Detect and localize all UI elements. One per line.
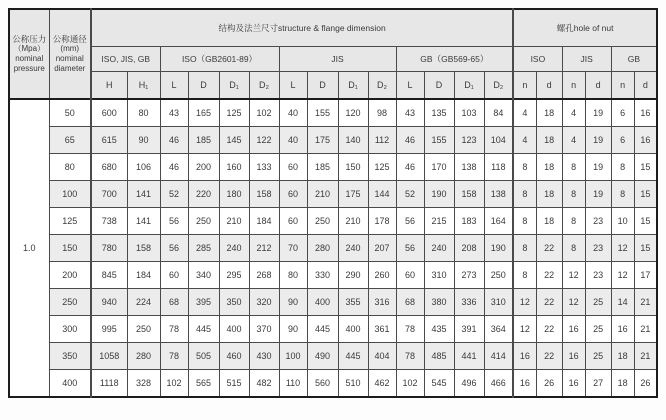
dimension-cell: 10: [611, 208, 634, 235]
dimension-cell: 16: [513, 343, 536, 370]
dimension-cell: 22: [536, 235, 562, 262]
dimension-cell: 60: [279, 154, 307, 181]
dimension-cell: 185: [307, 154, 338, 181]
nominal-diameter-value: 300: [49, 316, 91, 343]
column-letter-header: D₂: [368, 72, 396, 100]
dimension-cell: 273: [454, 262, 484, 289]
dimension-cell: 4: [562, 127, 585, 154]
table-row: [9, 289, 657, 316]
dimension-cell: 364: [484, 316, 513, 343]
group-header-iso-jis-gb: ISO, JIS, GB: [91, 47, 160, 72]
dimension-cell: 184: [127, 262, 160, 289]
pressure-header-cn: 公称压力: [12, 34, 47, 44]
dimension-cell: 268: [249, 262, 279, 289]
dimension-cell: 16: [562, 343, 585, 370]
dimension-cell: 158: [127, 235, 160, 262]
dimension-cell: 25: [585, 343, 611, 370]
dimension-cell: 78: [160, 316, 188, 343]
dimension-cell: 215: [424, 208, 454, 235]
dimension-cell: 155: [307, 99, 338, 127]
dimension-cell: 46: [396, 154, 424, 181]
dimension-cell: 70: [279, 235, 307, 262]
dimension-cell: 21: [634, 316, 657, 343]
dimension-cell: 158: [454, 181, 484, 208]
dimension-cell: 4: [513, 99, 536, 127]
dimension-cell: 280: [127, 343, 160, 370]
nominal-diameter-value: 200: [49, 262, 91, 289]
diameter-header-unit: (mm): [60, 44, 80, 53]
dimension-cell: 482: [249, 370, 279, 398]
dimension-cell: 15: [634, 154, 657, 181]
dimension-cell: 12: [562, 262, 585, 289]
nominal-diameter-value: 350: [49, 343, 91, 370]
dimension-cell: 210: [219, 208, 249, 235]
hole-of-nut-span-header: 螺孔hole of nut: [513, 9, 657, 47]
table-row: [9, 154, 657, 181]
dimension-cell: 12: [513, 289, 536, 316]
dimension-cell: 441: [454, 343, 484, 370]
dimension-cell: 250: [307, 208, 338, 235]
dimension-cell: 22: [536, 262, 562, 289]
dimension-cell: 78: [396, 316, 424, 343]
dimension-cell: 8: [562, 181, 585, 208]
dimension-cell: 16: [513, 370, 536, 398]
dimension-cell: 336: [454, 289, 484, 316]
dimension-cell: 391: [454, 316, 484, 343]
nominal-pressure-value: 1.0: [9, 99, 49, 397]
dimension-cell: 52: [160, 181, 188, 208]
dimension-cell: 16: [562, 370, 585, 398]
dimension-cell: 180: [219, 181, 249, 208]
dimension-cell: 485: [424, 343, 454, 370]
dimension-cell: 12: [611, 235, 634, 262]
dimension-cell: 56: [396, 208, 424, 235]
diameter-header-en2: diameter: [54, 64, 86, 73]
table-body: [9, 99, 657, 397]
table-row: [9, 370, 657, 398]
table-row: [9, 235, 657, 262]
dimension-cell: 16: [634, 99, 657, 127]
column-letter-header: D₂: [484, 72, 513, 100]
dimension-cell: 120: [338, 99, 368, 127]
dimension-cell: 328: [127, 370, 160, 398]
dimension-cell: 565: [188, 370, 219, 398]
dimension-cell: 490: [307, 343, 338, 370]
dimension-cell: 102: [249, 99, 279, 127]
dimension-cell: 23: [585, 208, 611, 235]
dimension-cell: 8: [513, 181, 536, 208]
table-row: [9, 262, 657, 289]
dimension-cell: 106: [127, 154, 160, 181]
column-letter-header: n: [513, 72, 536, 100]
dimension-cell: 361: [368, 316, 396, 343]
column-letter-header: d: [536, 72, 562, 100]
dimension-cell: 18: [536, 154, 562, 181]
dimension-cell: 445: [338, 343, 368, 370]
dimension-cell: 310: [424, 262, 454, 289]
dimension-cell: 260: [368, 262, 396, 289]
dimension-cell: 26: [536, 370, 562, 398]
dimension-cell: 466: [484, 370, 513, 398]
dimension-cell: 25: [585, 316, 611, 343]
dimension-cell: 141: [127, 181, 160, 208]
dimension-cell: 27: [585, 370, 611, 398]
column-letter-header: H₁: [127, 72, 160, 100]
dimension-cell: 280: [307, 235, 338, 262]
dimension-cell: 738: [91, 208, 127, 235]
dimension-cell: 60: [279, 181, 307, 208]
dimension-cell: 175: [307, 127, 338, 154]
diameter-column-header: [49, 9, 91, 99]
dimension-cell: 14: [611, 289, 634, 316]
dimension-cell: 330: [307, 262, 338, 289]
dimension-cell: 18: [536, 127, 562, 154]
dimension-cell: 18: [611, 370, 634, 398]
dimension-cell: 84: [484, 99, 513, 127]
dimension-cell: 175: [338, 181, 368, 208]
dimension-cell: 23: [585, 235, 611, 262]
dimension-cell: 25: [585, 289, 611, 316]
dimension-cell: 340: [188, 262, 219, 289]
dimension-cell: 183: [454, 208, 484, 235]
pressure-column-header: [9, 9, 49, 99]
dimension-cell: 100: [279, 343, 307, 370]
dimension-cell: 545: [424, 370, 454, 398]
column-letter-header: D: [307, 72, 338, 100]
dimension-cell: 102: [396, 370, 424, 398]
column-letter-header: L: [160, 72, 188, 100]
dimension-cell: 515: [219, 370, 249, 398]
dimension-cell: 90: [279, 316, 307, 343]
dimension-cell: 220: [188, 181, 219, 208]
dimension-cell: 404: [368, 343, 396, 370]
dimension-cell: 135: [424, 99, 454, 127]
dimension-cell: 395: [188, 289, 219, 316]
dimension-cell: 8: [513, 235, 536, 262]
dimension-cell: 400: [219, 316, 249, 343]
dimension-cell: 370: [249, 316, 279, 343]
dimension-cell: 210: [307, 181, 338, 208]
dimension-cell: 160: [219, 154, 249, 181]
table-row: [9, 316, 657, 343]
dimension-cell: 8: [611, 181, 634, 208]
dimension-cell: 43: [396, 99, 424, 127]
dimension-cell: 185: [188, 127, 219, 154]
dimension-cell: 200: [188, 154, 219, 181]
dimension-cell: 184: [249, 208, 279, 235]
dimension-cell: 445: [188, 316, 219, 343]
dimension-cell: 46: [160, 127, 188, 154]
dimension-cell: 125: [219, 99, 249, 127]
dimension-cell: 103: [454, 99, 484, 127]
dimension-cell: 56: [160, 208, 188, 235]
dimension-cell: 940: [91, 289, 127, 316]
dimension-cell: 250: [127, 316, 160, 343]
nominal-diameter-value: 250: [49, 289, 91, 316]
dimension-cell: 15: [634, 208, 657, 235]
column-letter-header: D: [424, 72, 454, 100]
dimension-cell: 224: [127, 289, 160, 316]
dimension-cell: 16: [611, 316, 634, 343]
table-row: [9, 343, 657, 370]
dimension-cell: 102: [160, 370, 188, 398]
dimension-cell: 22: [536, 343, 562, 370]
dimension-cell: 118: [484, 154, 513, 181]
dimension-cell: 15: [634, 181, 657, 208]
table-row: [9, 99, 657, 127]
dimension-cell: 22: [536, 316, 562, 343]
dimension-cell: 170: [424, 154, 454, 181]
dimension-cell: 4: [513, 127, 536, 154]
dimension-cell: 78: [396, 343, 424, 370]
nominal-diameter-value: 100: [49, 181, 91, 208]
nominal-diameter-value: 400: [49, 370, 91, 398]
group-header-gb-gb569: GB（GB569-65）: [396, 47, 513, 72]
dimension-cell: 12: [611, 262, 634, 289]
dimension-cell: 445: [307, 316, 338, 343]
dimension-cell: 8: [562, 154, 585, 181]
dimension-cell: 40: [279, 127, 307, 154]
pressure-header-en1: nominal: [15, 54, 44, 63]
dimension-cell: 18: [536, 181, 562, 208]
dimension-cell: 680: [91, 154, 127, 181]
table-row: [9, 208, 657, 235]
dimension-cell: 290: [338, 262, 368, 289]
dimension-cell: 295: [219, 262, 249, 289]
dimension-cell: 68: [396, 289, 424, 316]
dimension-cell: 141: [127, 208, 160, 235]
dimension-cell: 208: [454, 235, 484, 262]
table-row: [9, 127, 657, 154]
dimension-cell: 435: [424, 316, 454, 343]
dimension-cell: 505: [188, 343, 219, 370]
nominal-diameter-value: 150: [49, 235, 91, 262]
dimension-cell: 350: [219, 289, 249, 316]
dimension-cell: 240: [338, 235, 368, 262]
table-header: [9, 9, 657, 99]
dimension-cell: 122: [249, 127, 279, 154]
dimension-cell: 1118: [91, 370, 127, 398]
dimension-cell: 138: [484, 181, 513, 208]
dimension-cell: 21: [634, 343, 657, 370]
dimension-cell: 250: [188, 208, 219, 235]
nut-group-header-gb: GB: [611, 47, 657, 72]
dimension-cell: 8: [513, 208, 536, 235]
dimension-cell: 212: [249, 235, 279, 262]
dimension-cell: 400: [307, 289, 338, 316]
dimension-cell: 60: [160, 262, 188, 289]
dimension-cell: 12: [562, 289, 585, 316]
dimension-cell: 8: [513, 154, 536, 181]
dimension-cell: 56: [160, 235, 188, 262]
column-letter-header: L: [279, 72, 307, 100]
dimension-cell: 104: [484, 127, 513, 154]
dimension-cell: 18: [611, 343, 634, 370]
dimension-cell: 60: [279, 208, 307, 235]
dimension-cell: 52: [396, 181, 424, 208]
dimension-cell: 80: [127, 99, 160, 127]
dimension-cell: 845: [91, 262, 127, 289]
dimension-cell: 178: [368, 208, 396, 235]
dimension-cell: 8: [562, 235, 585, 262]
dimension-cell: 210: [338, 208, 368, 235]
dimension-cell: 16: [562, 316, 585, 343]
column-letter-header: d: [585, 72, 611, 100]
dimension-cell: 26: [634, 370, 657, 398]
dimension-cell: 12: [513, 316, 536, 343]
dimension-cell: 140: [338, 127, 368, 154]
dimension-cell: 145: [219, 127, 249, 154]
nominal-diameter-value: 80: [49, 154, 91, 181]
group-header-jis: JIS: [279, 47, 396, 72]
column-letter-header: D₁: [338, 72, 368, 100]
dimension-cell: 8: [562, 208, 585, 235]
dimension-cell: 18: [536, 99, 562, 127]
dimension-cell: 164: [484, 208, 513, 235]
dimension-cell: 17: [634, 262, 657, 289]
dimension-cell: 18: [536, 208, 562, 235]
dimension-cell: 400: [338, 316, 368, 343]
column-letter-header: n: [611, 72, 634, 100]
nut-group-header-iso: ISO: [513, 47, 562, 72]
dimension-cell: 780: [91, 235, 127, 262]
nut-group-header-jis: JIS: [562, 47, 611, 72]
dimension-cell: 496: [454, 370, 484, 398]
dimension-cell: 19: [585, 181, 611, 208]
dimension-cell: 8: [611, 154, 634, 181]
dimension-cell: 414: [484, 343, 513, 370]
flange-dimension-table: [8, 8, 658, 398]
table-row: [9, 181, 657, 208]
dimension-cell: 56: [396, 235, 424, 262]
pressure-header-unit: （Mpa）: [13, 44, 46, 53]
dimension-cell: 22: [536, 289, 562, 316]
dimension-cell: 158: [249, 181, 279, 208]
dimension-cell: 68: [160, 289, 188, 316]
dimension-cell: 21: [634, 289, 657, 316]
dimension-cell: 40: [279, 99, 307, 127]
dimension-cell: 78: [160, 343, 188, 370]
pressure-header-en2: pressure: [13, 64, 45, 73]
dimension-cell: 19: [585, 99, 611, 127]
dimension-cell: 19: [585, 127, 611, 154]
dimension-cell: 6: [611, 99, 634, 127]
nominal-diameter-value: 50: [49, 99, 91, 127]
column-letter-header: D: [188, 72, 219, 100]
dimension-cell: 600: [91, 99, 127, 127]
dimension-cell: 8: [513, 262, 536, 289]
dimension-cell: 460: [219, 343, 249, 370]
dimension-cell: 98: [368, 99, 396, 127]
dimension-cell: 355: [338, 289, 368, 316]
group-header-iso-gb2601: ISO（GB2601-89）: [160, 47, 279, 72]
nominal-diameter-value: 65: [49, 127, 91, 154]
dimension-cell: 150: [338, 154, 368, 181]
dimension-cell: 90: [279, 289, 307, 316]
dimension-cell: 560: [307, 370, 338, 398]
dimension-cell: 462: [368, 370, 396, 398]
column-letter-header: D₁: [219, 72, 249, 100]
dimension-cell: 165: [188, 99, 219, 127]
dimension-cell: 80: [279, 262, 307, 289]
dimension-cell: 615: [91, 127, 127, 154]
column-letter-header: L: [396, 72, 424, 100]
dimension-cell: 133: [249, 154, 279, 181]
dimension-cell: 16: [634, 127, 657, 154]
dimension-cell: 310: [484, 289, 513, 316]
dimension-cell: 510: [338, 370, 368, 398]
dimension-cell: 380: [424, 289, 454, 316]
dimension-cell: 60: [396, 262, 424, 289]
dimension-cell: 430: [249, 343, 279, 370]
dimension-cell: 15: [634, 235, 657, 262]
nominal-diameter-value: 125: [49, 208, 91, 235]
diameter-header-cn: 公称通径: [52, 34, 87, 44]
dimension-cell: 240: [424, 235, 454, 262]
dimension-cell: 19: [585, 154, 611, 181]
dimension-cell: 995: [91, 316, 127, 343]
dimension-cell: 110: [279, 370, 307, 398]
column-letter-header: d: [634, 72, 657, 100]
dimension-cell: 240: [219, 235, 249, 262]
dimension-cell: 700: [91, 181, 127, 208]
dimension-cell: 90: [127, 127, 160, 154]
column-letter-header: n: [562, 72, 585, 100]
dimension-cell: 125: [368, 154, 396, 181]
dimension-cell: 190: [424, 181, 454, 208]
dimension-cell: 6: [611, 127, 634, 154]
dimension-cell: 190: [484, 235, 513, 262]
dimension-cell: 23: [585, 262, 611, 289]
dimension-cell: 316: [368, 289, 396, 316]
column-letters-row: [9, 72, 657, 100]
dimension-cell: 123: [454, 127, 484, 154]
column-letter-header: D₁: [454, 72, 484, 100]
dimension-cell: 207: [368, 235, 396, 262]
dimension-cell: 155: [424, 127, 454, 154]
dimension-cell: 46: [160, 154, 188, 181]
dimension-cell: 1058: [91, 343, 127, 370]
diameter-header-en1: nominal: [55, 54, 84, 63]
dimension-cell: 112: [368, 127, 396, 154]
dimension-cell: 46: [396, 127, 424, 154]
column-letter-header: D₂: [249, 72, 279, 100]
column-letter-header: H: [91, 72, 127, 100]
dimension-cell: 138: [454, 154, 484, 181]
dimension-cell: 43: [160, 99, 188, 127]
dimension-cell: 285: [188, 235, 219, 262]
dimension-cell: 4: [562, 99, 585, 127]
structure-dimension-span-header: 结构及法兰尺寸structure & flange dimension: [91, 9, 513, 47]
dimension-cell: 250: [484, 262, 513, 289]
dimension-cell: 144: [368, 181, 396, 208]
dimension-cell: 320: [249, 289, 279, 316]
